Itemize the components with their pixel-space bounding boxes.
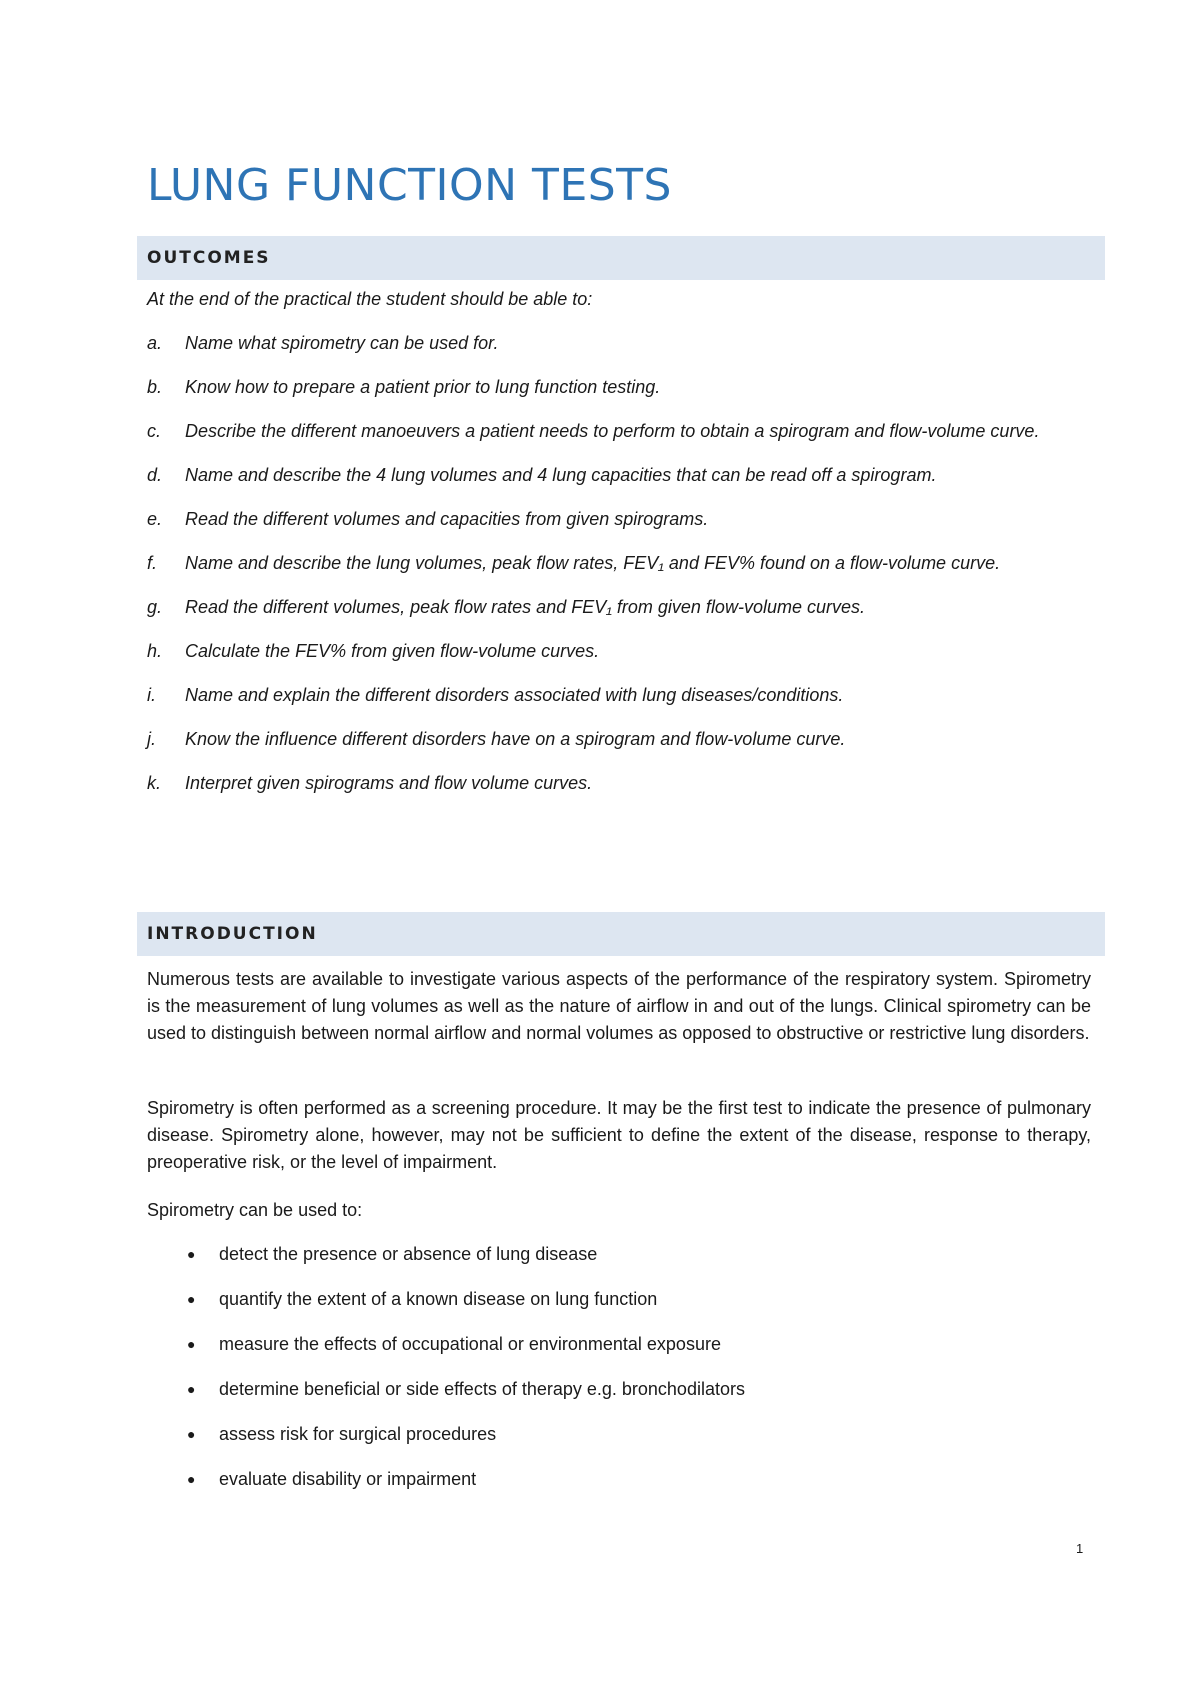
list-item: [147, 1468, 1047, 1491]
outcome-letter: f.: [147, 553, 158, 573]
outcome-letter: b.: [147, 377, 163, 397]
uses-lead-text: Spirometry can be used to:: [147, 1200, 363, 1220]
intro-paragraph-1: Numerous tests are available to investigate various aspects of the performance of the respiratory system. Spirometry is the measurement of lung volumes as well as the nature of airflow in and out of the lungs. Clinical spirometry can be used to distinguish between normal airflow and normal volumes as opposed to obstructive or restrictive lung disorders.: [147, 969, 1091, 1043]
document-title: LUNG FUNCTION TESTS: [147, 160, 672, 211]
outcome-letter: j.: [147, 729, 156, 749]
outcome-letter: e.: [147, 509, 163, 529]
list-item: [147, 1288, 1047, 1311]
outcome-text: Calculate the FEV% from given flow-volume curves.: [185, 641, 600, 661]
list-item-text: assess risk for surgical procedures: [219, 1424, 497, 1444]
outcome-text: Know how to prepare a patient prior to lung function testing.: [185, 377, 661, 397]
page-number: 1: [1076, 1541, 1084, 1556]
bullet-icon: ●: [187, 1246, 196, 1262]
bullet-icon: ●: [187, 1381, 196, 1397]
outcome-letter: c.: [147, 421, 162, 441]
list-item: [147, 1243, 1047, 1266]
outcome-text: Describe the different manoeuvers a patient needs to perform to obtain a spirogram and flow-volume curve.: [185, 421, 1040, 441]
outcome-letter: d.: [147, 465, 163, 485]
uses-list: [147, 1243, 1047, 1513]
outcome-text: Read the different volumes and capacities from given spirograms.: [185, 509, 709, 529]
outcome-text: Name and describe the 4 lung volumes and 4 lung capacities that can be read off a spirogram.: [185, 465, 937, 485]
list-item-text: detect the presence or absence of lung disease: [219, 1244, 598, 1264]
outcome-text: Interpret given spirograms and flow volume curves.: [185, 773, 593, 793]
outcome-item: [147, 464, 1087, 487]
list-item: [147, 1378, 1047, 1401]
bullet-icon: ●: [187, 1471, 196, 1487]
outcome-text: Name and describe the lung volumes, peak flow rates, FEV₁ and FEV% found on a flow-volume curve.: [185, 553, 1001, 573]
outcome-item: [147, 596, 1087, 619]
outcome-item: [147, 508, 1087, 531]
outcome-item: [147, 552, 1087, 575]
list-item-text: quantify the extent of a known disease on lung function: [219, 1289, 658, 1309]
list-item-text: determine beneficial or side effects of therapy e.g. bronchodilators: [219, 1379, 745, 1399]
outcome-text: Read the different volumes, peak flow rates and FEV₁ from given flow-volume curves.: [185, 597, 865, 617]
outcomes-list: [147, 332, 1087, 816]
outcome-item: [147, 332, 1087, 355]
outcome-item: [147, 640, 1087, 663]
outcome-item: [147, 376, 1087, 399]
bullet-icon: ●: [187, 1291, 196, 1307]
list-item-text: measure the effects of occupational or environmental exposure: [219, 1334, 721, 1354]
outcome-letter: i.: [147, 685, 156, 705]
intro-paragraph-2: Spirometry is often performed as a screening procedure. It may be the first test to indicate the presence of pulmonary disease. Spirometry alone, however, may not be sufficient to define the extent of the disease, response to therapy, preoperative risk, or the level of impairment.: [147, 1098, 1091, 1172]
list-item: [147, 1423, 1047, 1446]
outcome-item: [147, 420, 1087, 443]
outcome-text: Name and explain the different disorders associated with lung diseases/conditions.: [185, 685, 844, 705]
outcome-text: Name what spirometry can be used for.: [185, 333, 499, 353]
outcome-letter: a.: [147, 333, 163, 353]
outcome-letter: k.: [147, 773, 162, 793]
outcome-text: Know the influence different disorders have on a spirogram and flow-volume curve.: [185, 729, 846, 749]
outcome-letter: g.: [147, 597, 163, 617]
outcome-item: [147, 772, 1087, 795]
outcome-item: [147, 728, 1087, 751]
outcome-letter: h.: [147, 641, 163, 661]
introduction-heading: INTRODUCTION: [137, 912, 1105, 956]
list-item-text: evaluate disability or impairment: [219, 1469, 477, 1489]
bullet-icon: ●: [187, 1426, 196, 1442]
outcome-item: [147, 684, 1087, 707]
bullet-icon: ●: [187, 1336, 196, 1352]
outcomes-intro: At the end of the practical the student should be able to:: [147, 289, 593, 309]
list-item: [147, 1333, 1047, 1356]
outcomes-heading: OUTCOMES: [137, 236, 1105, 280]
